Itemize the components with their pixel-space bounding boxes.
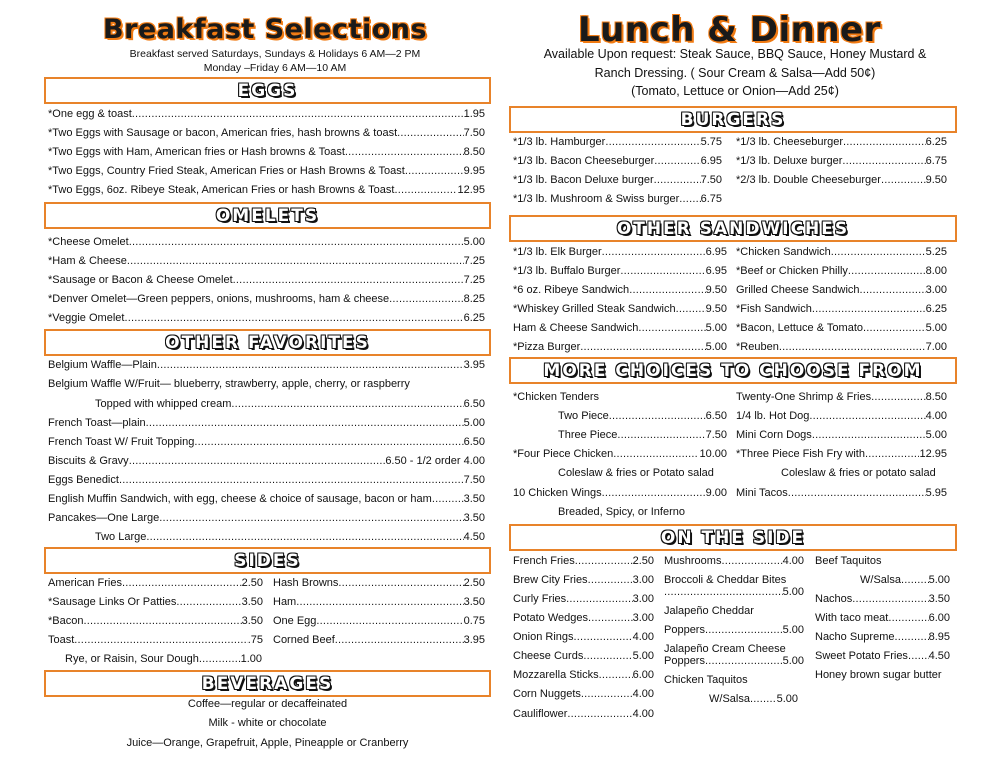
menu-item: *1/3 lb. Buffalo Burger ..... 6.95 <box>513 265 727 278</box>
menu-item-label: Beef Taquitos <box>815 555 882 567</box>
menu-item: *2/3 lb. Double Cheeseburger ..... 9.50 <box>736 174 947 187</box>
beverage-line: Milk - white or chocolate <box>208 717 327 729</box>
menu-item-label: *Chicken Tenders <box>513 391 600 403</box>
menu-item: *Three Piece Fish Fry with ..... 12.95 <box>736 448 947 461</box>
breakfast-hours: Breakfast served Saturdays, Sundays & Holidays 6 AM—2 PM <box>129 48 421 60</box>
menu-item: Onion Rings ..... 4.00 <box>513 631 654 644</box>
breakfast-title: Breakfast Selections <box>103 14 428 45</box>
section-heading: EGGS <box>237 80 298 101</box>
menu-item: *Fish Sandwich ..... 6.25 <box>736 303 947 316</box>
menu-item: English Muffin Sandwich, with egg, cheese & choice of sausage, bacon or ham ..... 3.50 <box>48 493 485 506</box>
menu-item: French Fries ..... 2.50 <box>513 555 654 568</box>
section-heading: BEVERAGES <box>201 673 334 694</box>
menu-item: Three Piece ..... 7.50 <box>558 429 727 442</box>
menu-item: *Two Eggs, Country Fried Steak, American Fries or Hash Browns & Toast ..... 9.95 <box>48 165 485 178</box>
menu-item: *6 oz. Ribeye Sandwich ..... 9.50 <box>513 284 727 297</box>
lunch-title: Lunch & Dinner <box>578 10 881 50</box>
menu-item: W/Salsa ..... 5.00 <box>860 574 950 587</box>
menu-item-description: Honey brown sugar butter <box>815 669 942 681</box>
menu-item-description: Coleslaw & fries or Potato salad <box>558 467 714 479</box>
menu-item: Nacho Supreme ..... 8.95 <box>815 631 950 644</box>
section-other-favorites <box>44 329 491 356</box>
menu-item: American Fries ..... 2.50 <box>48 577 263 590</box>
section-eggs <box>44 77 491 104</box>
section-heading: OTHER SANDWICHES <box>616 218 850 239</box>
menu-item: *1/3 lb. Deluxe burger ..... 6.75 <box>736 155 947 168</box>
menu-item: *Whiskey Grilled Steak Sandwich ..... 9.50 <box>513 303 727 316</box>
menu-item: Belgium Waffle—Plain ..... 3.95 <box>48 359 485 372</box>
section-sides <box>44 547 491 574</box>
menu-item: Mini Corn Dogs ..... 5.00 <box>736 429 947 442</box>
menu-item-label: Jalapeño Cheddar <box>664 605 754 617</box>
menu-item: Rye, or Raisin, Sour Dough ..... 1.00 <box>65 653 262 666</box>
menu-item: French Toast—plain ..... 5.00 <box>48 417 485 430</box>
section-other-sandwiches <box>509 215 957 242</box>
menu-item: Hash Browns ..... 2.50 <box>273 577 485 590</box>
menu-item: Corned Beef ..... 3.95 <box>273 634 485 647</box>
menu-item: W/Salsa ..... 5.00 <box>709 693 798 706</box>
menu-item: *Sausage Links Or Patties ..... 3.50 <box>48 596 263 609</box>
menu-item: *Bacon, Lettuce & Tomato ..... 5.00 <box>736 322 947 335</box>
menu-item-label: Broccoli & Cheddar Bites <box>664 574 787 586</box>
menu-item: *Denver Omelet—Green peppers, onions, mushrooms, ham & cheese ..... 8.25 <box>48 293 485 306</box>
menu-item: Ham & Cheese Sandwich ..... 5.00 <box>513 322 727 335</box>
menu-item: *Reuben ..... 7.00 <box>736 341 947 354</box>
breakfast-weekday-hours: Monday –Friday 6 AM—10 AM <box>203 62 347 74</box>
beverage-line: Coffee—regular or decaffeinated <box>187 698 348 710</box>
menu-item: *1/3 lb. Cheeseburger ..... 6.25 <box>736 136 947 149</box>
menu-item: *Ham & Cheese ..... 7.25 <box>48 255 485 268</box>
menu-item-label: Jalapeño Cream Cheese <box>664 643 786 655</box>
menu-item: Potato Wedges ..... 3.00 <box>513 612 654 625</box>
menu-item: Two Large ..... 4.50 <box>95 531 485 544</box>
menu-item: Cauliflower ..... 4.00 <box>513 708 654 721</box>
menu-item: *One egg & toast ..... 1.95 <box>48 108 485 121</box>
menu-item-description: Belgium Waffle W/Fruit— blueberry, strawberry, apple, cherry, or raspberry <box>48 378 410 390</box>
menu-item: With taco meat ..... 6.00 <box>815 612 950 625</box>
menu-item: *Beef or Chicken Philly ..... 8.00 <box>736 265 947 278</box>
menu-item-label: Chicken Taquitos <box>664 674 748 686</box>
menu-item-description: Coleslaw & fries or potato salad <box>781 467 936 479</box>
menu-item: Poppers ..... 5.00 <box>664 655 804 668</box>
menu-item: Corn Nuggets ..... 4.00 <box>513 688 654 701</box>
section-omelets <box>44 202 491 229</box>
beverage-line: Juice—Orange, Grapefruit, Apple, Pineapple or Cranberry <box>126 737 409 749</box>
menu-item: *1/3 lb. Bacon Deluxe burger ..... 7.50 <box>513 174 722 187</box>
section-beverages <box>44 670 491 697</box>
menu-item: *Chicken Sandwich ..... 5.25 <box>736 246 947 259</box>
menu-item: *1/3 lb. Hamburger ..... 5.75 <box>513 136 722 149</box>
menu-item: ..... 5.00 <box>664 586 804 599</box>
section-heading: MORE CHOICES TO CHOOSE FROM <box>543 360 923 381</box>
menu-item-description: Breaded, Spicy, or Inferno <box>558 506 685 518</box>
menu-item: Mozzarella Sticks ..... 6.00 <box>513 669 654 682</box>
menu-item: *Bacon ..... 3.50 <box>48 615 263 628</box>
menu-item: Ham ..... 3.50 <box>273 596 485 609</box>
menu-item: One Egg ..... 0.75 <box>273 615 485 628</box>
menu-item: *Two Eggs with Ham, American fries or Hash browns & Toast ..... 8.50 <box>48 146 485 159</box>
menu-item: *Two Eggs, 6oz. Ribeye Steak, American Fries or hash Browns & Toast ..... 12.95 <box>48 184 485 197</box>
menu-item: Nachos ..... 3.50 <box>815 593 950 606</box>
menu-item: Twenty-One Shrimp & Fries ..... 8.50 <box>736 391 947 404</box>
menu-item: 10 Chicken Wings ..... 9.00 <box>513 487 727 500</box>
menu-item: Toast ..... .75 <box>48 634 263 647</box>
menu-item: Two Piece ..... 6.50 <box>558 410 727 423</box>
menu-item: Pancakes—One Large ..... 3.50 <box>48 512 485 525</box>
section-heading: ON THE SIDE <box>660 527 806 548</box>
menu-item: *Sausage or Bacon & Cheese Omelet ..... 7.25 <box>48 274 485 287</box>
menu-item: Mini Tacos ..... 5.95 <box>736 487 947 500</box>
menu-item: *Veggie Omelet ..... 6.25 <box>48 312 485 325</box>
menu-item: *Two Eggs with Sausage or bacon, American fries, hash browns & toast ..... 7.50 <box>48 127 485 140</box>
menu-item: *Cheese Omelet ..... 5.00 <box>48 236 485 249</box>
menu-item: Topped with whipped cream ..... 6.50 <box>95 398 485 411</box>
lunch-note: (Tomato, Lettuce or Onion—Add 25¢) <box>631 84 839 98</box>
menu-item: *Four Piece Chicken ..... 10.00 <box>513 448 727 461</box>
section-more-choices <box>509 357 957 384</box>
menu-item: Curly Fries ..... 3.00 <box>513 593 654 606</box>
lunch-note: Available Upon request: Steak Sauce, BBQ Sauce, Honey Mustard & <box>543 47 927 61</box>
menu-item: Cheese Curds ..... 5.00 <box>513 650 654 663</box>
menu-item: Poppers ..... 5.00 <box>664 624 804 637</box>
section-heading: OMELETS <box>215 205 320 226</box>
menu-item: French Toast W/ Fruit Topping ..... 6.50 <box>48 436 485 449</box>
menu-item: *Pizza Burger ..... 5.00 <box>513 341 727 354</box>
menu-item: Mushrooms ..... 4.00 <box>664 555 804 568</box>
menu-item: Brew City Fries ..... 3.00 <box>513 574 654 587</box>
menu-item: 1/4 lb. Hot Dog ..... 4.00 <box>736 410 947 423</box>
section-on-the-side <box>509 524 957 551</box>
menu-item: *1/3 lb. Elk Burger ..... 6.95 <box>513 246 727 259</box>
menu-item: *1/3 lb. Bacon Cheeseburger ..... 6.95 <box>513 155 722 168</box>
menu-item: Sweet Potato Fries ..... 4.50 <box>815 650 950 663</box>
section-heading: BURGERS <box>680 109 786 130</box>
menu-item: Eggs Benedict ..... 7.50 <box>48 474 485 487</box>
section-burgers <box>509 106 957 133</box>
section-heading: OTHER FAVORITES <box>165 332 370 353</box>
section-heading: SIDES <box>234 550 301 571</box>
menu-item: *1/3 lb. Mushroom & Swiss burger ..... 6.75 <box>513 193 722 206</box>
menu-item: Grilled Cheese Sandwich ..... 3.00 <box>736 284 947 297</box>
menu-item: Biscuits & Gravy ..... 6.50 - 1/2 order 4.00 <box>48 455 485 468</box>
lunch-note: Ranch Dressing. ( Sour Cream & Salsa—Add 50¢) <box>594 66 876 80</box>
